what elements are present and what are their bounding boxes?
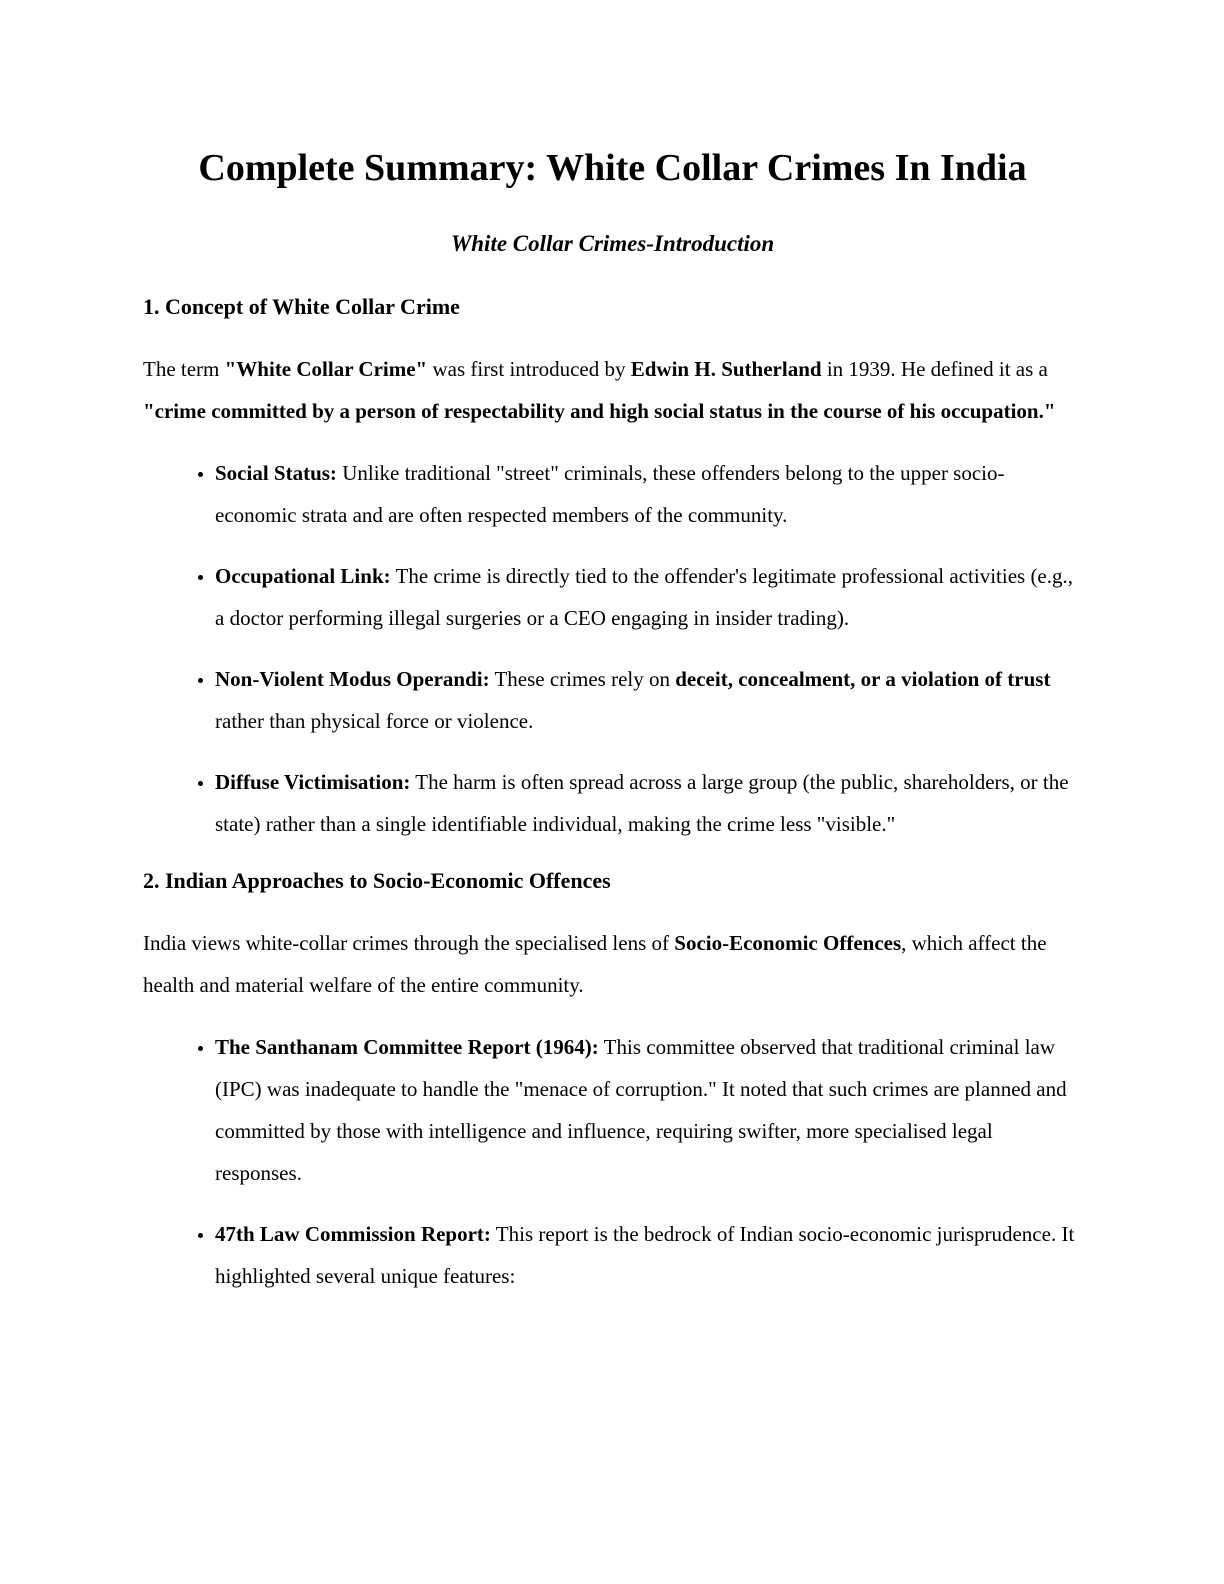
- section-heading: 2. Indian Approaches to Socio-Economic Offences: [143, 868, 611, 893]
- paragraph: The term "White Collar Crime" was first introduced by Edwin H. Sutherland in 1939. He defined it as a "crime committed by a person of respectability and high social status in the course of his occupation.": [143, 357, 1056, 423]
- document-subtitle: White Collar Crimes-Introduction: [450, 231, 775, 256]
- section-concept: [143, 292, 1082, 845]
- list-item: • Diffuse Victimisation: The harm is often spread across a large group (the public, shareholders, or the state) rather than a single identifiable individual, making the crime less "visible.": [215, 761, 1082, 845]
- list-item: • Occupational Link: The crime is directly tied to the offender's legitimate professional activities (e.g., a doctor performing illegal surgeries or a CEO engaging in insider trading).: [215, 555, 1082, 639]
- document-title: Complete Summary: White Collar Crimes In India: [198, 147, 1027, 189]
- section-indian-approaches: [143, 866, 1082, 1297]
- bullet-list: [143, 1026, 1082, 1297]
- list-item: • Non-Violent Modus Operandi: These crimes rely on deceit, concealment, or a violation of trust rather than physical force or violence.: [215, 658, 1082, 742]
- paragraph: India views white-collar crimes through the specialised lens of Socio-Economic Offences, which affect the health and material welfare of the entire community.: [143, 931, 1047, 997]
- section-heading: 1. Concept of White Collar Crime: [143, 294, 460, 319]
- list-item: • The Santhanam Committee Report (1964): This committee observed that traditional criminal law (IPC) was inadequate to handle the "menace of corruption." It noted that such crimes are planned and committed by those with intelligence and influence, requiring swifter, more specialised legal responses.: [215, 1026, 1082, 1194]
- list-item: • Social Status: Unlike traditional "street" criminals, these offenders belong to the upper socio-economic strata and are often respected members of the community.: [215, 452, 1082, 536]
- list-item: • 47th Law Commission Report: This report is the bedrock of Indian socio-economic jurisprudence. It highlighted several unique features:: [215, 1213, 1082, 1297]
- bullet-list: [143, 452, 1082, 845]
